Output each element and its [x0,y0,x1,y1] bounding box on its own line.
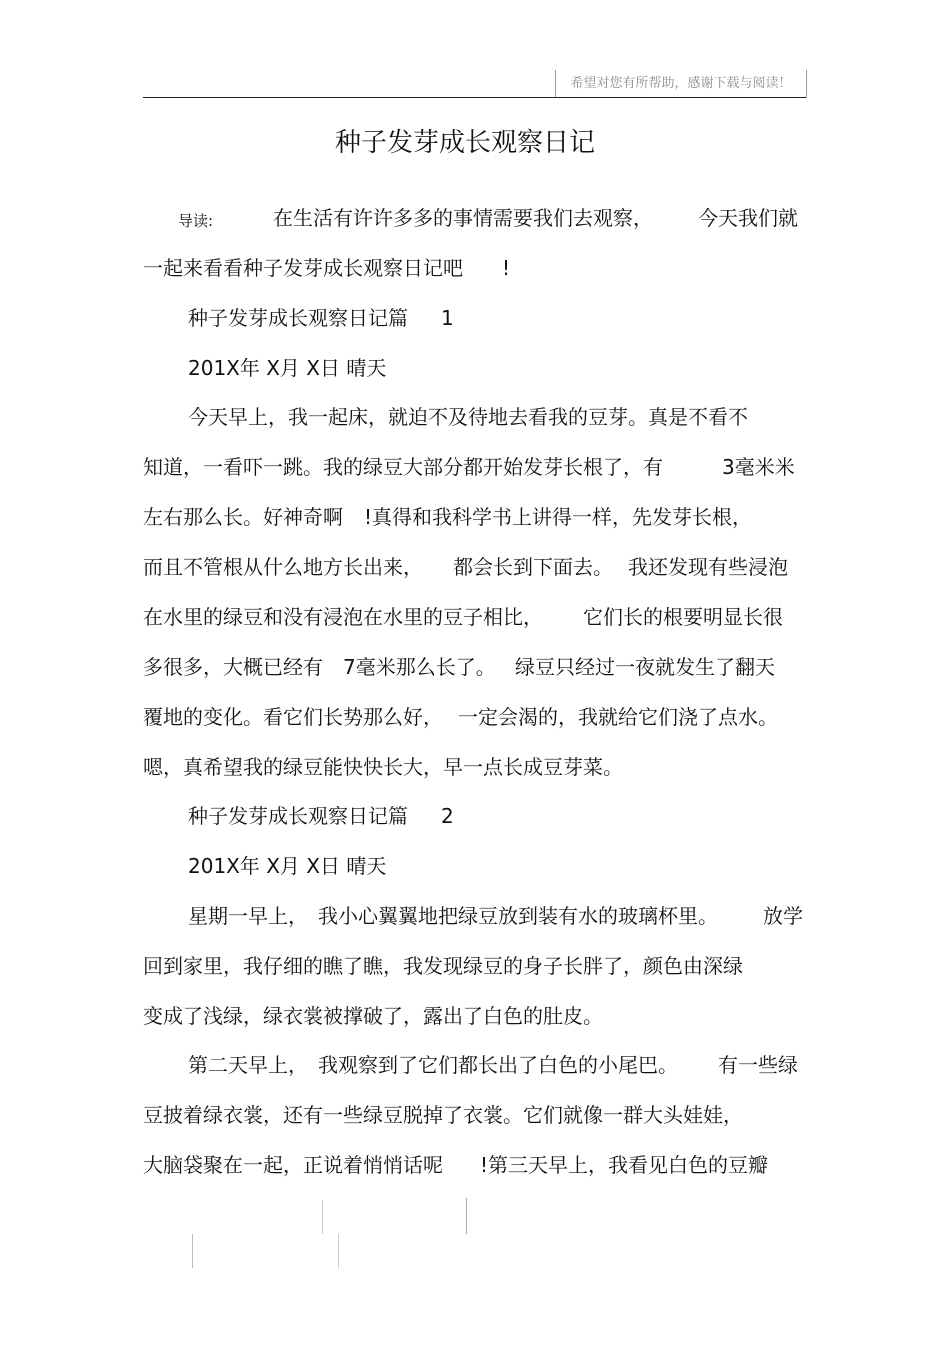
paragraph-line: 第二天早上， [188,1053,308,1077]
scan-artifact-line [338,1234,339,1268]
paragraph-line: 豆披着绿衣裳，还有一些绿豆脱掉了衣裳。它们就像一群大头娃娃， [143,1103,743,1127]
paragraph-line: 在水里的绿豆和没有浸泡在水里的豆子相比， [143,605,543,629]
header-rule [143,97,806,98]
document-title: 种子发芽成长观察日记 [334,128,595,158]
paragraph-line: 绿豆只经过一夜就发生了翻天 [515,655,775,679]
scan-artifact-line [192,1234,193,1268]
paragraph-line: 7毫米那么长了。 [343,655,496,679]
paragraph-line: 嗯，真希望我的绿豆能快快长大，早一点长成豆芽菜。 [143,755,623,779]
paragraph-line: 知道，一看吓一跳。我的绿豆大部分都开始发芽长根了，有 [143,455,663,479]
paragraph-line: 大脑袋聚在一起，正说着悄悄话呢 [143,1153,443,1177]
paragraph-line: 一定会渴的，我就给它们浇了点水。 [458,705,778,729]
diary-date: 201X年 X月 X日 晴天 [188,854,387,878]
paragraph-line: 它们长的根要明显长很 [583,605,783,629]
scan-artifact-line [322,1200,323,1234]
paragraph-line: 左右那么长。好神奇啊 [143,505,343,529]
paragraph-line: 3毫米米 [722,455,795,479]
scan-artifact-line [466,1198,467,1234]
intro-text: ! [502,256,511,280]
paragraph-line: 都会长到下面去。 [453,555,613,579]
intro-text: 一起来看看种子发芽成长观察日记吧 [143,256,463,280]
section-heading: 种子发芽成长观察日记篇 [188,804,408,828]
paragraph-line: 有一些绿 [718,1053,798,1077]
section-number: 2 [441,804,454,828]
paragraph-line: !第三天早上，我看见白色的豆瓣 [480,1153,769,1177]
paragraph-line: 我观察到了它们都长出了白色的小尾巴。 [318,1053,678,1077]
paragraph-line: 今天早上，我一起床，就迫不及待地去看我的豆芽。真是不看不 [188,405,748,429]
paragraph-line: 多很多，大概已经有 [143,655,323,679]
paragraph-line: 放学 [763,904,803,928]
paragraph-line: 变成了浅绿，绿衣裳被撑破了，露出了白色的肚皮。 [143,1004,603,1028]
paragraph-line: 覆地的变化。看它们长势那么好， [143,705,443,729]
diary-date: 201X年 X月 X日 晴天 [188,356,387,380]
paragraph-line: !真得和我科学书上讲得一样，先发芽长根， [364,505,753,529]
paragraph-line: 而且不管根从什么地方长出来， [143,555,423,579]
section-number: 1 [441,306,454,330]
paragraph-line: 我小心翼翼地把绿豆放到装有水的玻璃杯里。 [318,904,718,928]
header-note: 希望对您有所帮助，感谢下载与阅读！ [555,70,807,98]
section-heading: 种子发芽成长观察日记篇 [188,306,408,330]
paragraph-line: 我还发现有些浸泡 [628,555,788,579]
intro-text: 在生活有许许多多的事情需要我们去观察， [273,206,653,230]
intro-label: 导读: [178,212,214,230]
intro-text: 今天我们就 [698,206,798,230]
paragraph-line: 星期一早上， [188,904,308,928]
paragraph-line: 回到家里，我仔细的瞧了瞧，我发现绿豆的身子长胖了，颜色由深绿 [143,954,743,978]
